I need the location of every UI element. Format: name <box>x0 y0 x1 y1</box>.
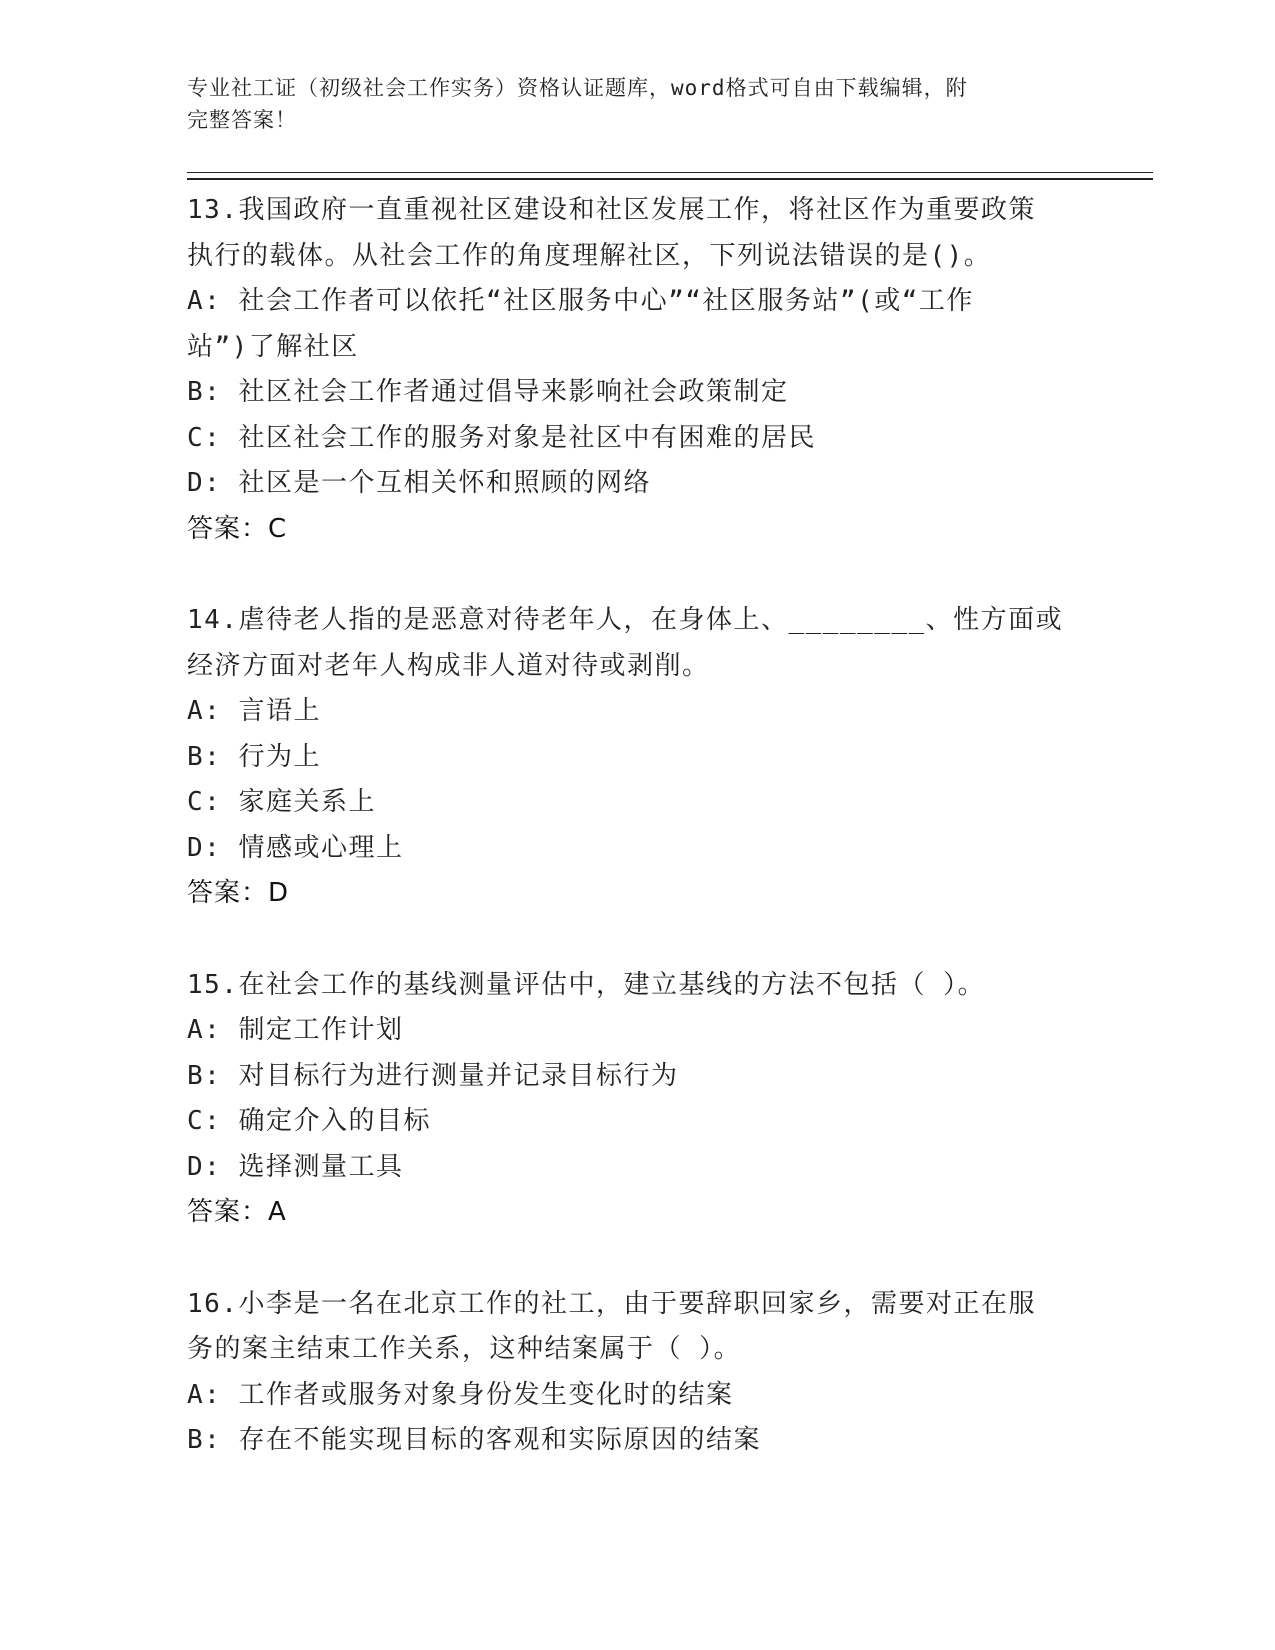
option-b: B: 存在不能实现目标的客观和实际原因的结案 <box>187 1425 761 1455</box>
answer-line: 答案：D <box>187 878 290 908</box>
header-note-line-1: 专业社工证（初级社会工作实务）资格认证题库，word格式可自由下载编辑，附 <box>187 76 968 100</box>
answer-line: 答案：C <box>187 513 288 544</box>
question-spacer <box>187 917 1087 963</box>
option-a: A: 制定工作计划 <box>187 1015 404 1045</box>
header-divider-thin <box>187 172 1153 173</box>
question-spacer <box>187 1236 1087 1282</box>
option-c: C: 社区社会工作的服务对象是社区中有困难的居民 <box>187 422 816 453</box>
header-divider-thick <box>187 178 1153 180</box>
option-d: D: 社区是一个互相关怀和照顾的网络 <box>187 468 651 498</box>
question-stem-line: 务的案主结束工作关系，这种结案属于（ ）。 <box>187 1334 742 1364</box>
question-stem-line: 14.虐待老人指的是恶意对待老年人，在身体上、________、性方面或 <box>187 605 1064 635</box>
header-note-line-2: 完整答案！ <box>187 108 297 132</box>
question-spacer <box>187 552 1087 598</box>
option-c: C: 家庭关系上 <box>187 787 376 817</box>
option-b: B: 行为上 <box>187 741 321 772</box>
question-stem-line: 执行的载体。从社会工作的角度理解社区，下列说法错误的是()。 <box>187 240 992 271</box>
question-list <box>187 188 1087 1464</box>
question-13 <box>187 188 1087 552</box>
document-header-note <box>187 72 1067 136</box>
option-a: A: 社会工作者可以依托“社区服务中心”“社区服务站”(或“工作 <box>187 286 974 316</box>
question-stem-line: 经济方面对老年人构成非人道对待或剥削。 <box>187 650 710 681</box>
option-d: D: 选择测量工具 <box>187 1151 404 1182</box>
option-b: B: 社区社会工作者通过倡导来影响社会政策制定 <box>187 377 789 407</box>
option-b: B: 对目标行为进行测量并记录目标行为 <box>187 1060 679 1091</box>
option-a: A: 工作者或服务对象身份发生变化时的结案 <box>187 1379 734 1410</box>
question-stem-line: 15.在社会工作的基线测量评估中，建立基线的方法不包括（ ）。 <box>187 969 986 1000</box>
question-stem-line: 16.小李是一名在北京工作的社工，由于要辞职回家乡，需要对正在服 <box>187 1288 1036 1319</box>
answer-line: 答案：A <box>187 1197 287 1227</box>
option-a-continued: 站”)了解社区 <box>187 331 359 362</box>
option-c: C: 确定介入的目标 <box>187 1106 431 1136</box>
option-d: D: 情感或心理上 <box>187 832 404 863</box>
option-a: A: 言语上 <box>187 696 321 726</box>
question-stem-line: 13.我国政府一直重视社区建设和社区发展工作，将社区作为重要政策 <box>187 195 1036 225</box>
question-15 <box>187 963 1087 1236</box>
question-16 <box>187 1282 1087 1464</box>
question-14 <box>187 598 1087 917</box>
